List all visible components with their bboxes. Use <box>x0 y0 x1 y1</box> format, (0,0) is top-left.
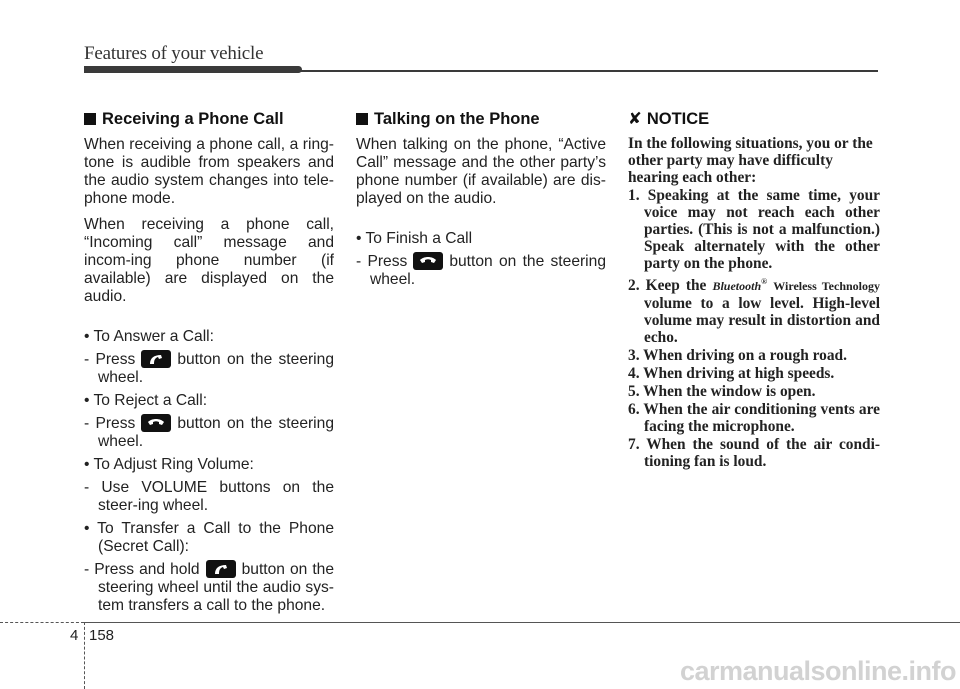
finish-post: button on the steering wheel. <box>370 253 606 289</box>
footer-divider <box>84 622 86 689</box>
column-talking <box>356 110 606 294</box>
reject-pre: - Press <box>84 415 136 433</box>
finish-instruction <box>356 253 606 289</box>
receiving-paragraph-1: When receiving a phone call, a ring-tone is audible from speakers and the audio system changes into tele-phone mode. <box>84 136 334 207</box>
phone-hangup-icon <box>141 414 171 432</box>
notice-heading <box>628 110 880 128</box>
notice-item-1: 1. Speaking at the same time, your voice may not reach each other parties. (This is not a malfunction.) Speak alternately with the other party on the phone. <box>628 187 880 272</box>
phone-hangup-icon <box>413 252 443 270</box>
reject-post: button on the steering wheel. <box>98 415 334 451</box>
notice-item-3: 3. When driving on a rough road. <box>628 347 847 365</box>
notice-item-2-pre: 2. Keep the <box>628 277 707 295</box>
reject-label: • To Reject a Call: <box>84 392 208 410</box>
page-number: 158 <box>89 627 115 644</box>
volume-label: • To Adjust Ring Volume: <box>84 456 254 474</box>
answer-pre: - Press <box>84 351 136 369</box>
volume-instruction: - Use VOLUME buttons on the steer-ing wheel. <box>84 479 334 515</box>
receiving-heading <box>84 110 334 128</box>
receiving-heading-text: Receiving a Phone Call <box>102 110 284 128</box>
transfer-pre: - Press and hold <box>84 561 200 579</box>
talking-paragraph-1: When talking on the phone, “Active Call” message and the other party’s phone number (if available) are dis-played on the audio. <box>356 136 606 207</box>
finish-pre: - Press <box>356 253 408 271</box>
answer-instruction <box>84 351 334 387</box>
heading-square-icon <box>84 113 96 125</box>
column-notice <box>628 110 880 471</box>
registered-mark: ® <box>761 277 768 286</box>
bluetooth-brand: Bluetooth <box>712 279 762 294</box>
notice-body <box>628 135 880 470</box>
transfer-label: • To Transfer a Call to the Phone (Secret Call): <box>84 520 334 556</box>
notice-star-icon: ✘ <box>628 110 642 128</box>
watermark: carmanualsonline.info <box>679 656 956 686</box>
column-receiving <box>84 110 334 620</box>
notice-heading-text: NOTICE <box>646 110 710 128</box>
transfer-instruction <box>84 561 334 615</box>
page-header-title: Features of your vehicle <box>84 43 264 64</box>
chapter-number: 4 <box>70 627 79 644</box>
header-rule <box>300 70 878 72</box>
notice-intro: In the following situations, you or the other party may have difficulty hearing each other: <box>628 135 873 186</box>
heading-square-icon <box>356 113 368 125</box>
notice-item-2-post: volume to a low level. High-level volume may result in distortion and echo. <box>644 295 880 347</box>
notice-item-2 <box>628 273 880 346</box>
notice-item-6: 6. When the air conditioning vents are facing the microphone. <box>628 401 880 436</box>
phone-pickup-icon <box>206 560 236 578</box>
wireless-technology: Wireless Technology <box>773 279 881 294</box>
notice-item-7: 7. When the sound of the air condi-tioning fan is loud. <box>628 436 880 471</box>
finish-label: • To Finish a Call <box>356 230 473 247</box>
receiving-paragraph-2: When receiving a phone call, “Incoming call” message and incom-ing phone number (if available) are displayed on the audio. <box>84 216 334 305</box>
answer-label: • To Answer a Call: <box>84 328 214 345</box>
notice-item-4: 4. When driving at high speeds. <box>628 365 835 383</box>
header-bar <box>84 66 302 73</box>
footer-rule <box>84 622 960 623</box>
answer-post: button on the steering wheel. <box>98 351 334 387</box>
talking-heading-text: Talking on the Phone <box>374 110 540 128</box>
footer-dash-left <box>0 622 84 623</box>
notice-item-5: 5. When the window is open. <box>628 383 816 401</box>
talking-heading <box>356 110 606 128</box>
transfer-post: button on the steering wheel until the audio sys-tem transfers a call to the phone. <box>98 561 334 615</box>
phone-pickup-icon <box>141 350 171 368</box>
reject-instruction <box>84 415 334 451</box>
